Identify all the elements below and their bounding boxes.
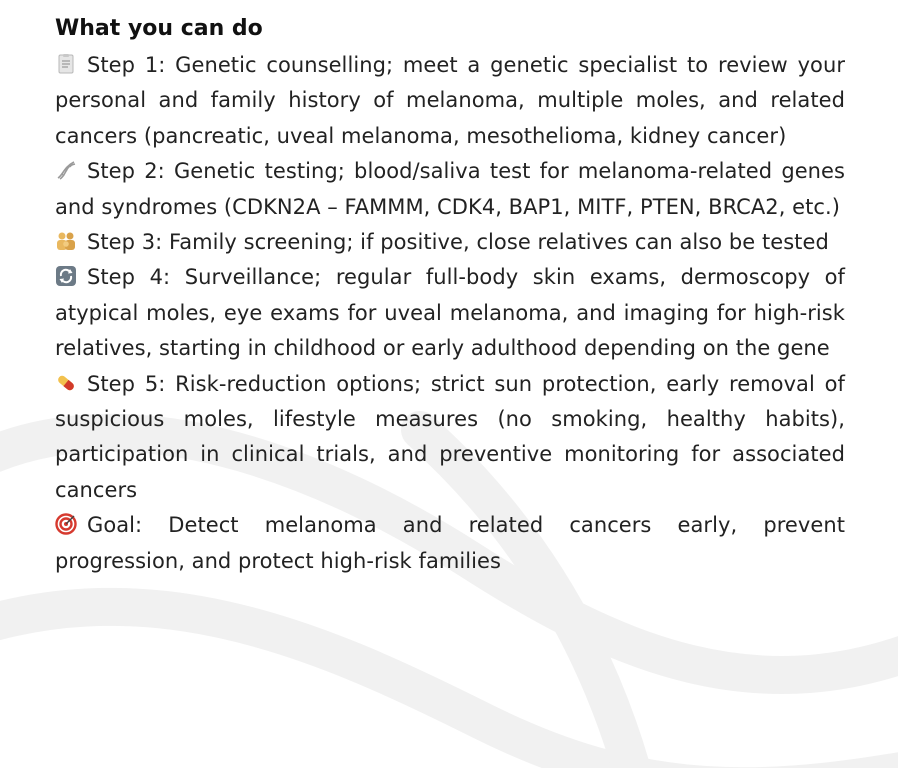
step-2-item (55, 154, 845, 225)
section-heading: What you can do (55, 16, 263, 41)
step-1-text: Step 1: Genetic counselling; meet a genetic specialist to review your personal and family history of melanoma, multiple moles, and related cancers (pancreatic, uveal melanoma, mesothelioma, kidney cancer) (55, 53, 845, 148)
repeat-icon (55, 265, 77, 287)
step-4-text: Step 4: Surveillance; regular full-body skin exams, dermoscopy of atypical moles, eye exams for uveal melanoma, and imaging for high-risk relatives, starting in childhood or early adulthood depending on the gene (55, 265, 845, 361)
clipboard-icon (55, 53, 77, 75)
step-2-text: Step 2: Genetic testing; blood/saliva test for melanoma-related genes and syndromes (CDKN2A – FAMMM, CDK4, BAP1, MITF, PTEN, BRCA2, etc.) (55, 159, 845, 219)
pill-icon (55, 372, 77, 394)
target-icon (55, 513, 77, 535)
step-5-text: Step 5: Risk-reduction options; strict sun protection, early removal of suspicious moles, lifestyle measures (no smoking, healthy habits), participation in clinical trials, and preventive monitoring for associated cancers (55, 371, 845, 502)
goal-item (55, 508, 845, 579)
step-3-text: Step 3: Family screening; if positive, close relatives can also be tested (87, 230, 829, 255)
step-5-item (55, 367, 845, 509)
dna-icon (55, 159, 77, 181)
goal-text: Goal: Detect melanoma and related cancers early, prevent progression, and protect high-risk families (55, 513, 845, 573)
family-icon (55, 230, 77, 252)
info-card (55, 10, 845, 579)
step-4-item (55, 260, 845, 366)
step-3-item (55, 225, 845, 260)
step-1-item (55, 48, 845, 154)
